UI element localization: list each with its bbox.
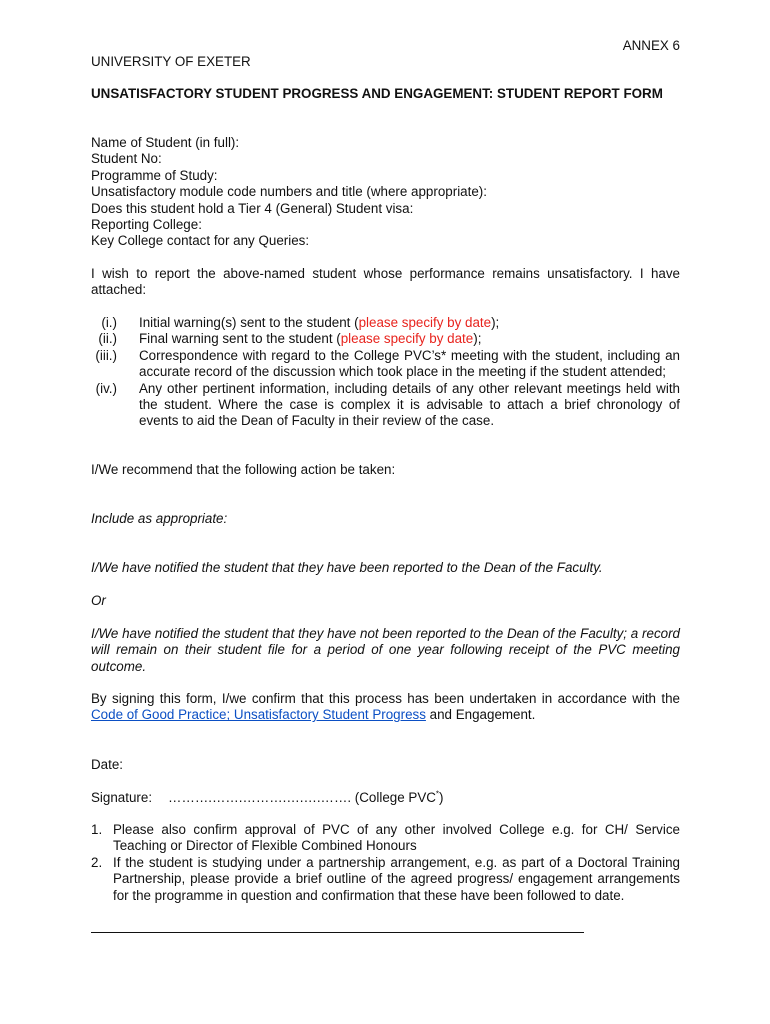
- attachment-item-iii: [91, 348, 680, 381]
- attachment-item-i: [91, 315, 680, 331]
- attachment-text: Any other pertinent information, including details of any other relevant meetings held with the student. Where the case is complex it is advisable to attach a brief chronology of events to aid the Dean of Faculty in their review of the case.: [139, 380, 680, 429]
- signature-dots: ……….…….……….….….…….: [168, 790, 352, 805]
- attachments-list: [91, 315, 680, 430]
- form-title: UNSATISFACTORY STUDENT PROGRESS AND ENGAGEMENT: STUDENT REPORT FORM: [91, 86, 663, 101]
- field-reporting-college: Reporting College:: [91, 217, 202, 233]
- attachment-item-iv: [91, 381, 680, 430]
- note-item: [91, 822, 680, 855]
- attachment-text: Correspondence with regard to the College PVC’s* meeting with the student, including an accurate record of the discussion which took place in the meeting if the student attended;: [139, 347, 680, 380]
- field-programme: Programme of Study:: [91, 167, 218, 183]
- signature-line: [91, 790, 680, 806]
- field-college-contact: Key College contact for any Queries:: [91, 233, 310, 249]
- not-notified-text: I/We have notified the student that they have not been reported to the Dean of the Faculty; a record will remain on their student file for a period of one year following receipt of the PVC meeting outcome.: [91, 626, 680, 674]
- note-text: Please also confirm approval of PVC of any other involved College e.g. for CH/ Service Teaching or Director of Flexible Combined Honours: [113, 822, 680, 854]
- or-text: Or: [91, 593, 106, 608]
- code-of-practice-link[interactable]: Code of Good Practice; Unsatisfactory Student Progress: [91, 707, 426, 723]
- signature-role: (College PVC: [354, 790, 436, 805]
- intro-paragraph: I wish to report the above-named student whose performance remains unsatisfactory. I have attached:: [91, 266, 680, 298]
- date-label: Date:: [91, 757, 124, 772]
- note-num: 2.: [91, 854, 103, 870]
- attachment-num: (iii.): [95, 347, 117, 363]
- field-module-codes: Unsatisfactory module code numbers and title (where appropriate):: [91, 184, 487, 200]
- note-num: 1.: [91, 822, 103, 837]
- notified-text: I/We have notified the student that they have been reported to the Dean of the Faculty.: [91, 560, 603, 575]
- note-text: If the student is studying under a partnership arrangement, e.g. as part of a Doctoral Training Partnership, please provide a brief outline of the agreed progress/ engagement arrangements for the programme in question and confirmation that these have been followed to date.: [113, 854, 680, 903]
- annex-label: ANNEX 6: [622, 38, 680, 53]
- attachment-text: Final warning sent to the student (: [139, 331, 341, 347]
- attachment-num: (iv.): [95, 380, 117, 396]
- signing-text: By signing this form, I/we confirm that this process has been undertaken in accordance with the: [91, 691, 680, 706]
- attachment-num: (i.): [101, 315, 117, 330]
- attachment-item-ii: [91, 331, 680, 347]
- signing-statement: [91, 691, 680, 724]
- university-name: UNIVERSITY OF EXETER: [91, 54, 251, 69]
- attachment-text: Initial warning(s) sent to the student (: [139, 315, 359, 330]
- attachment-num: (ii.): [98, 331, 117, 347]
- date-note: please specify by date: [340, 331, 474, 347]
- attachment-text-end: );: [491, 315, 500, 330]
- field-student-name: Name of Student (in full):: [91, 135, 240, 150]
- date-note: please specify by date: [358, 315, 492, 330]
- signature-asterisk: *: [435, 789, 440, 799]
- note-item: [91, 855, 680, 904]
- notes-list: [91, 822, 680, 904]
- signing-text-end: and Engagement.: [425, 707, 536, 723]
- signature-label: Signature:: [91, 790, 153, 805]
- field-student-no: Student No:: [91, 151, 162, 167]
- include-text: Include as appropriate:: [91, 511, 228, 526]
- student-fields: [91, 135, 680, 250]
- field-tier4-visa: Does this student hold a Tier 4 (General) Student visa:: [91, 200, 414, 216]
- recommend-text: I/We recommend that the following action be taken:: [91, 462, 396, 477]
- signature-close: ): [439, 790, 444, 805]
- footer-rule: [91, 932, 584, 933]
- attachment-text-end: );: [473, 331, 482, 347]
